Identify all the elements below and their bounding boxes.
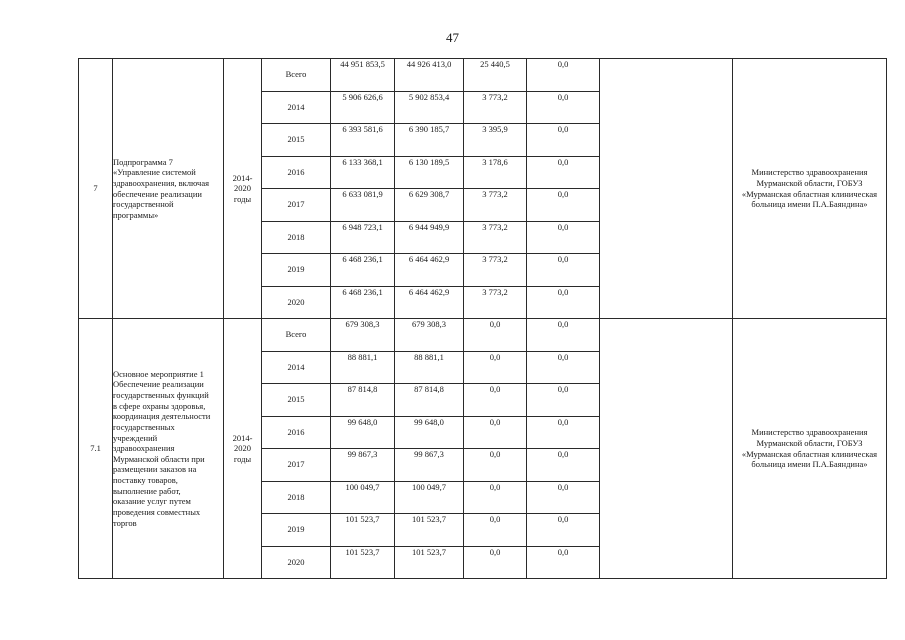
regional-budget-cell: 5 902 853,4 (395, 91, 464, 124)
measure-name-line: Обеспечение реализации (113, 379, 204, 390)
other-funds-cell: 0,0 (527, 124, 600, 157)
federal-budget-cell: 0,0 (464, 319, 527, 352)
blank-cell (600, 319, 733, 579)
federal-budget-cell: 3 178,6 (464, 156, 527, 189)
other-funds-cell: 0,0 (527, 156, 600, 189)
budget-table (78, 58, 887, 579)
regional-budget-cell: 6 464 462,9 (395, 286, 464, 319)
measure-name-line: проведения совместных (113, 506, 201, 517)
executor (733, 59, 887, 319)
regional-budget-cell: 679 308,3 (395, 319, 464, 352)
measure-name-line: программы» (113, 209, 159, 220)
measure-name-line: государственной (113, 199, 174, 210)
other-funds-cell: 0,0 (527, 319, 600, 352)
measure-name-line: здравоохранения (113, 443, 175, 454)
measure-name-line: государственных (113, 421, 175, 432)
other-funds-cell: 0,0 (527, 514, 600, 547)
period-line: 2020 (234, 443, 251, 454)
executor-line: больница имени П.А.Баяндина» (751, 459, 868, 470)
year-cell: 2017 (262, 449, 331, 482)
regional-budget-cell: 6 464 462,9 (395, 254, 464, 287)
table-row (79, 59, 887, 92)
measure-name-line: государственных функций (113, 390, 209, 401)
federal-budget-cell: 3 773,2 (464, 91, 527, 124)
federal-budget-cell: 0,0 (464, 481, 527, 514)
other-funds-cell: 0,0 (527, 481, 600, 514)
year-cell: 2019 (262, 254, 331, 287)
measure-name-line: торгов (113, 517, 137, 528)
total-cell: 100 049,7 (331, 481, 395, 514)
total-cell: 101 523,7 (331, 546, 395, 579)
total-cell: 6 468 236,1 (331, 254, 395, 287)
executor-line: Мурманской области, ГОБУЗ (756, 177, 863, 188)
federal-budget-cell: 25 440,5 (464, 59, 527, 92)
regional-budget-cell: 101 523,7 (395, 514, 464, 547)
federal-budget-cell: 0,0 (464, 514, 527, 547)
federal-budget-cell: 0,0 (464, 546, 527, 579)
regional-budget-cell: 6 944 949,9 (395, 221, 464, 254)
total-cell: 99 648,0 (331, 416, 395, 449)
other-funds-cell: 0,0 (527, 351, 600, 384)
measure-name-line: обеспечение реализации (113, 188, 202, 199)
total-cell: 6 948 723,1 (331, 221, 395, 254)
year-cell: 2020 (262, 286, 331, 319)
year-cell: 2014 (262, 351, 331, 384)
implementation-period (224, 59, 262, 319)
total-cell: 679 308,3 (331, 319, 395, 352)
measure-name-line: здравоохранения, включая (113, 177, 210, 188)
measure-name-line: координация деятельности (113, 411, 211, 422)
other-funds-cell: 0,0 (527, 189, 600, 222)
executor-line: Мурманской области, ГОБУЗ (756, 437, 863, 448)
year-cell: 2020 (262, 546, 331, 579)
period-line: 2014- (232, 432, 253, 443)
year-cell: Всего (262, 319, 331, 352)
regional-budget-cell: 6 629 308,7 (395, 189, 464, 222)
measure-name-line: выполнение работ, (113, 485, 181, 496)
year-cell: 2016 (262, 416, 331, 449)
other-funds-cell: 0,0 (527, 286, 600, 319)
regional-budget-cell: 99 867,3 (395, 449, 464, 482)
other-funds-cell: 0,0 (527, 221, 600, 254)
regional-budget-cell: 99 648,0 (395, 416, 464, 449)
total-cell: 6 133 368,1 (331, 156, 395, 189)
measure-name-line: Мурманской области при (113, 453, 205, 464)
measure-name-line: Подпрограмма 7 (113, 156, 173, 167)
regional-budget-cell: 100 049,7 (395, 481, 464, 514)
total-cell: 6 633 081,9 (331, 189, 395, 222)
table-body (79, 59, 887, 579)
federal-budget-cell: 3 773,2 (464, 189, 527, 222)
year-cell: 2014 (262, 91, 331, 124)
blank-cell (600, 59, 733, 319)
total-cell: 88 881,1 (331, 351, 395, 384)
other-funds-cell: 0,0 (527, 416, 600, 449)
regional-budget-cell: 101 523,7 (395, 546, 464, 579)
federal-budget-cell: 3 773,2 (464, 254, 527, 287)
year-cell: 2016 (262, 156, 331, 189)
measure-name-line: Основное мероприятие 1 (113, 368, 204, 379)
other-funds-cell: 0,0 (527, 546, 600, 579)
period-line: годы (233, 453, 252, 464)
executor (733, 319, 887, 579)
total-cell: 99 867,3 (331, 449, 395, 482)
period-line: 2014- (232, 172, 253, 183)
regional-budget-cell: 44 926 413,0 (395, 59, 464, 92)
executor-line: «Мурманская областная клиническая (741, 448, 878, 459)
regional-budget-cell: 88 881,1 (395, 351, 464, 384)
measure-name (113, 319, 224, 579)
regional-budget-cell: 6 390 185,7 (395, 124, 464, 157)
regional-budget-cell: 6 130 189,5 (395, 156, 464, 189)
measure-name-line: в сфере охраны здоровья, (113, 400, 206, 411)
federal-budget-cell: 0,0 (464, 351, 527, 384)
year-cell: Всего (262, 59, 331, 92)
other-funds-cell: 0,0 (527, 59, 600, 92)
other-funds-cell: 0,0 (527, 91, 600, 124)
executor-line: Министерство здравоохранения (751, 427, 868, 438)
federal-budget-cell: 3 395,9 (464, 124, 527, 157)
other-funds-cell: 0,0 (527, 254, 600, 287)
federal-budget-cell: 3 773,2 (464, 221, 527, 254)
total-cell: 44 951 853,5 (331, 59, 395, 92)
total-cell: 87 814,8 (331, 384, 395, 417)
regional-budget-cell: 87 814,8 (395, 384, 464, 417)
year-cell: 2017 (262, 189, 331, 222)
year-cell: 2018 (262, 221, 331, 254)
measure-name-line: «Управление системой (113, 167, 196, 178)
total-cell: 101 523,7 (331, 514, 395, 547)
period-line: 2020 (234, 183, 251, 194)
measure-name-line: поставку товаров, (113, 475, 178, 486)
year-cell: 2018 (262, 481, 331, 514)
total-cell: 6 468 236,1 (331, 286, 395, 319)
total-cell: 5 906 626,6 (331, 91, 395, 124)
measure-name (113, 59, 224, 319)
federal-budget-cell: 0,0 (464, 416, 527, 449)
measure-name-line: размещении заказов на (113, 464, 197, 475)
total-cell: 6 393 581,6 (331, 124, 395, 157)
year-cell: 2019 (262, 514, 331, 547)
executor-line: Министерство здравоохранения (751, 167, 868, 178)
page-number: 47 (446, 30, 459, 45)
executor-line: «Мурманская областная клиническая (741, 188, 878, 199)
executor-line: больница имени П.А.Баяндина» (751, 199, 868, 210)
year-cell: 2015 (262, 124, 331, 157)
other-funds-cell: 0,0 (527, 384, 600, 417)
implementation-period (224, 319, 262, 579)
row-number: 7.1 (79, 319, 113, 579)
federal-budget-cell: 0,0 (464, 384, 527, 417)
table-row (79, 319, 887, 352)
measure-name-line: оказание услуг путем (113, 496, 191, 507)
other-funds-cell: 0,0 (527, 449, 600, 482)
row-number: 7 (79, 59, 113, 319)
federal-budget-cell: 3 773,2 (464, 286, 527, 319)
federal-budget-cell: 0,0 (464, 449, 527, 482)
period-line: годы (233, 193, 252, 204)
year-cell: 2015 (262, 384, 331, 417)
measure-name-line: учреждений (113, 432, 158, 443)
